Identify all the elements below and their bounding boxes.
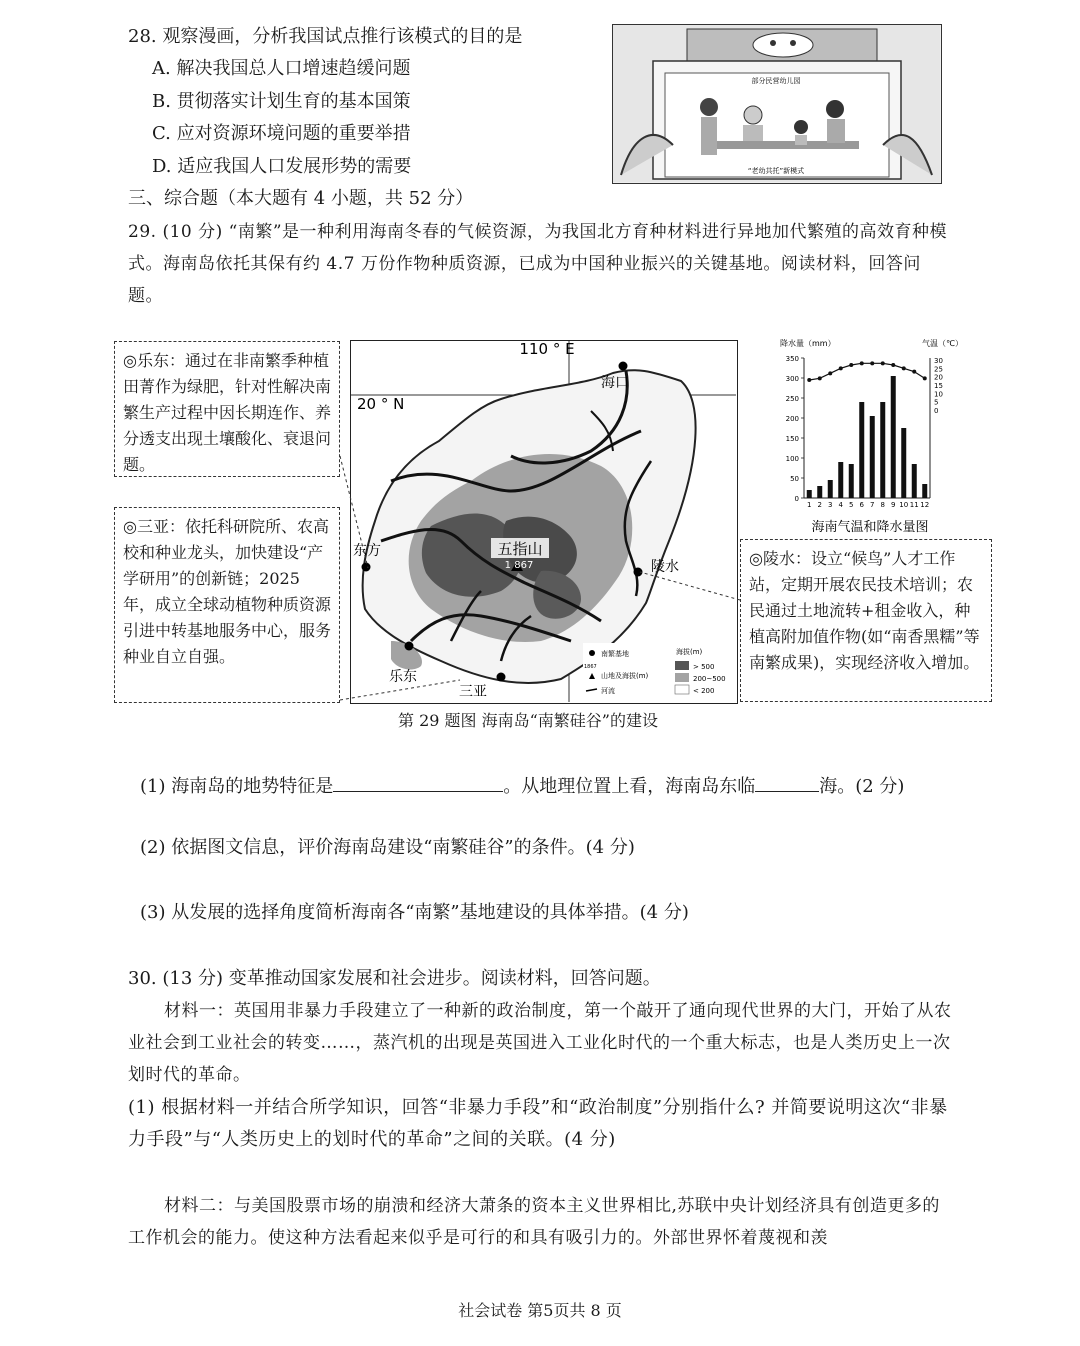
- section3-title: 三、综合题（本大题有 4 小题，共 52 分）: [128, 188, 474, 209]
- chart-bar-precip: [891, 376, 896, 498]
- chart-temperature-point: [860, 361, 864, 365]
- chart-y-tick-label: 0: [794, 495, 799, 503]
- chart-x-tick-label: 12: [920, 501, 930, 509]
- chart-y-tick-label: 150: [785, 435, 799, 443]
- chart-y2-tick-label: 20: [934, 373, 943, 382]
- chart-bar-precip: [859, 402, 864, 498]
- legend-alt-high: > 500: [693, 663, 715, 671]
- q28-option-c[interactable]: C. 应对资源环境问题的重要举措: [152, 123, 411, 144]
- chart-bar-precip: [817, 486, 822, 498]
- chart-x-tick-label: 9: [891, 501, 896, 509]
- chart-bar-precip: [922, 484, 927, 498]
- chart-x-tick-label: 1: [807, 501, 812, 509]
- chart-y-tick-label: 350: [785, 355, 799, 363]
- info-box-lingshui: ◎陵水：设立“候鸟”人才工作站，定期开展农民技术培训；农民通过土地流转+租金收入，种植高附加值作物(如“南香黑糯”等南繁成果)，实现经济收入增加。: [740, 539, 992, 702]
- map-label-ledong: 乐东: [389, 669, 417, 685]
- chart-y2-tick-label: 10: [934, 390, 943, 399]
- chart-temperature-point: [902, 366, 906, 370]
- chart-x-tick-label: 10: [899, 501, 909, 509]
- chart-y2-tick-label: 0: [934, 407, 939, 415]
- q28-stem: 28. 观察漫画，分析我国试点推行该模式的目的是: [128, 26, 523, 47]
- chart-temperature-point: [912, 370, 916, 374]
- chart-y-tick-label: 50: [790, 475, 799, 483]
- map-lon-label: 110 ° E: [519, 341, 575, 358]
- info-box-ledong: ◎乐东：通过在非南繁季种植田菁作为绿肥，针对性解决南繁生产过程中因长期连作、养分透支出现土壤酸化、衰退问题。: [114, 341, 340, 477]
- chart-x-tick-label: 3: [828, 501, 833, 509]
- map-lat-label: 20 ° N: [357, 395, 405, 413]
- legend-base-label: 南繁基地: [601, 650, 629, 658]
- chart-bar-precip: [849, 464, 854, 498]
- chart-temperature-line: [809, 363, 925, 380]
- chart-x-tick-label: 8: [880, 501, 885, 509]
- q28-option-b[interactable]: B. 贯彻落实计划生育的基本国策: [152, 91, 411, 112]
- chart-bar-precip: [828, 480, 833, 498]
- map-label-haikou: 海口: [601, 375, 629, 391]
- legend-river-label: 河流: [601, 687, 615, 695]
- chart-bar-precip: [901, 428, 906, 498]
- chart-bar-precip: [912, 464, 917, 498]
- chart-y-tick-label: 300: [785, 375, 799, 383]
- chart-x-tick-label: 6: [859, 501, 864, 509]
- legend-alt-title: 海拔(m): [676, 648, 703, 656]
- answer-blank-terrain[interactable]: [333, 773, 503, 792]
- q29-sub1: [140, 773, 904, 797]
- chart-temperature-point: [828, 371, 832, 375]
- q29-sub1-part-c: 海。(2 分): [819, 776, 905, 797]
- climate-chart: [770, 334, 970, 534]
- chart-temperature-point: [807, 378, 811, 382]
- map-peak-name: 五指山: [497, 540, 543, 558]
- map-label-dongfang: 东方: [353, 543, 381, 559]
- q29-sub2: (2) 依据图文信息，评价海南岛建设“南繁硅谷”的条件。(4 分): [140, 837, 635, 858]
- legend-peak-sample: 1867: [584, 664, 597, 670]
- climate-chart-svg: [770, 334, 970, 534]
- q30-material2: 材料二：与美国股票市场的崩溃和经济大萧条的资本主义世界相比,苏联中央计划经济具有创造更多的工作机会的能力。使这种方法看起来似乎是可行的和具有吸引力的。外部世界怀着蔑视和羡: [128, 1196, 940, 1248]
- chart-x-tick-label: 4: [838, 501, 843, 509]
- q29-intro: 29. (10 分) “南繁”是一种利用海南冬春的气候资源，为我国北方育种材料进行异地加代繁殖的高效育种模式。海南岛依托其保有约 4.7 万份作物种质资源，已成为中国种业振兴的关键基地。阅读材料，回答问题。: [128, 222, 948, 306]
- chart-y-tick-label: 200: [785, 415, 799, 423]
- cartoon-caption: “老幼共托”新模式: [747, 167, 805, 175]
- chart-y2-tick-label: 30: [934, 357, 943, 365]
- info-box-sanya: ◎三亚：依托科研院所、农高校和种业龙头，加快建设“产学研用”的创新链；2025 年，成立全球动植物种质资源引进中转基地服务中心，服务种业自立自强。: [114, 507, 340, 703]
- legend-alt-mid: 200~500: [693, 675, 726, 683]
- cartoon-sign: 部分民营幼儿园: [751, 77, 801, 85]
- q30-material1: 材料一：英国用非暴力手段建立了一种新的政治制度，第一个敲开了通向现代世界的大门，开始了从农业社会到工业社会的转变……，蒸汽机的出现是英国进入工业化时代的一个重大标志，也是人类历史上一次划时代的革命。: [128, 1001, 952, 1085]
- figure-caption: 第 29 题图 海南岛“南繁硅谷”的建设: [398, 711, 658, 730]
- chart-y-tick-label: 250: [785, 395, 799, 403]
- chart-y2-tick-label: 15: [934, 382, 943, 390]
- chart-temperature-point: [839, 366, 843, 370]
- q30-stem: 30. (13 分) 变革推动国家发展和社会进步。阅读材料，回答问题。: [128, 968, 661, 989]
- chart-y2-tick-label: 25: [934, 365, 943, 374]
- chart-x-tick-label: 7: [870, 501, 875, 509]
- q29-sub1-part-b: 。从地理位置上看，海南岛东临: [503, 776, 756, 797]
- chart-x-tick-label: 2: [817, 501, 822, 509]
- chart-temperature-point: [849, 363, 853, 367]
- legend-peak-label: 山地及海拔(m): [601, 672, 649, 680]
- chart-bar-precip: [880, 402, 885, 498]
- chart-bar-precip: [838, 462, 843, 498]
- chart-temperature-point: [870, 361, 874, 365]
- map-label-lingshui: 陵水: [651, 559, 679, 575]
- chart-bar-precip: [807, 490, 812, 498]
- chart-ylabel: 降水量（mm）: [780, 339, 836, 348]
- chart-bar-precip: [870, 416, 875, 498]
- chart-temperature-point: [923, 376, 927, 380]
- q28-option-d[interactable]: D. 适应我国人口发展形势的需要: [152, 156, 412, 177]
- chart-temperature-point: [881, 361, 885, 365]
- chart-x-tick-label: 11: [909, 501, 919, 509]
- chart-x-tick-label: 5: [849, 501, 854, 509]
- page-footer: 社会试卷 第5页共 8 页: [458, 1301, 622, 1320]
- q29-sub1-part-a: (1) 海南岛的地势特征是: [140, 776, 334, 797]
- legend-alt-low: < 200: [693, 687, 715, 695]
- map-peak-elevation: 1 867: [504, 560, 534, 571]
- chart-y2-tick-label: 5: [934, 398, 939, 407]
- q29-sub3: (3) 从发展的选择角度简析海南各“南繁”基地建设的具体举措。(4 分): [140, 902, 689, 923]
- q28-option-a[interactable]: A. 解决我国总人口增速趋缓问题: [152, 58, 411, 79]
- chart-y-tick-label: 100: [785, 455, 799, 463]
- q30-sub1: (1) 根据材料一并结合所学知识，回答“非暴力手段”和“政治制度”分别指什么? 并简要说明这次“非暴力手段”与“人类历史上的划时代的革命”之间的关联。(4 分): [128, 1097, 948, 1150]
- chart-title: 海南气温和降水量图: [811, 520, 929, 534]
- chart-temperature-point: [818, 376, 822, 380]
- chart-temperature-point: [891, 363, 895, 367]
- map-label-sanya: 三亚: [459, 684, 487, 700]
- chart-y2label: 气温（℃）: [922, 339, 963, 348]
- answer-blank-sea[interactable]: [755, 773, 819, 792]
